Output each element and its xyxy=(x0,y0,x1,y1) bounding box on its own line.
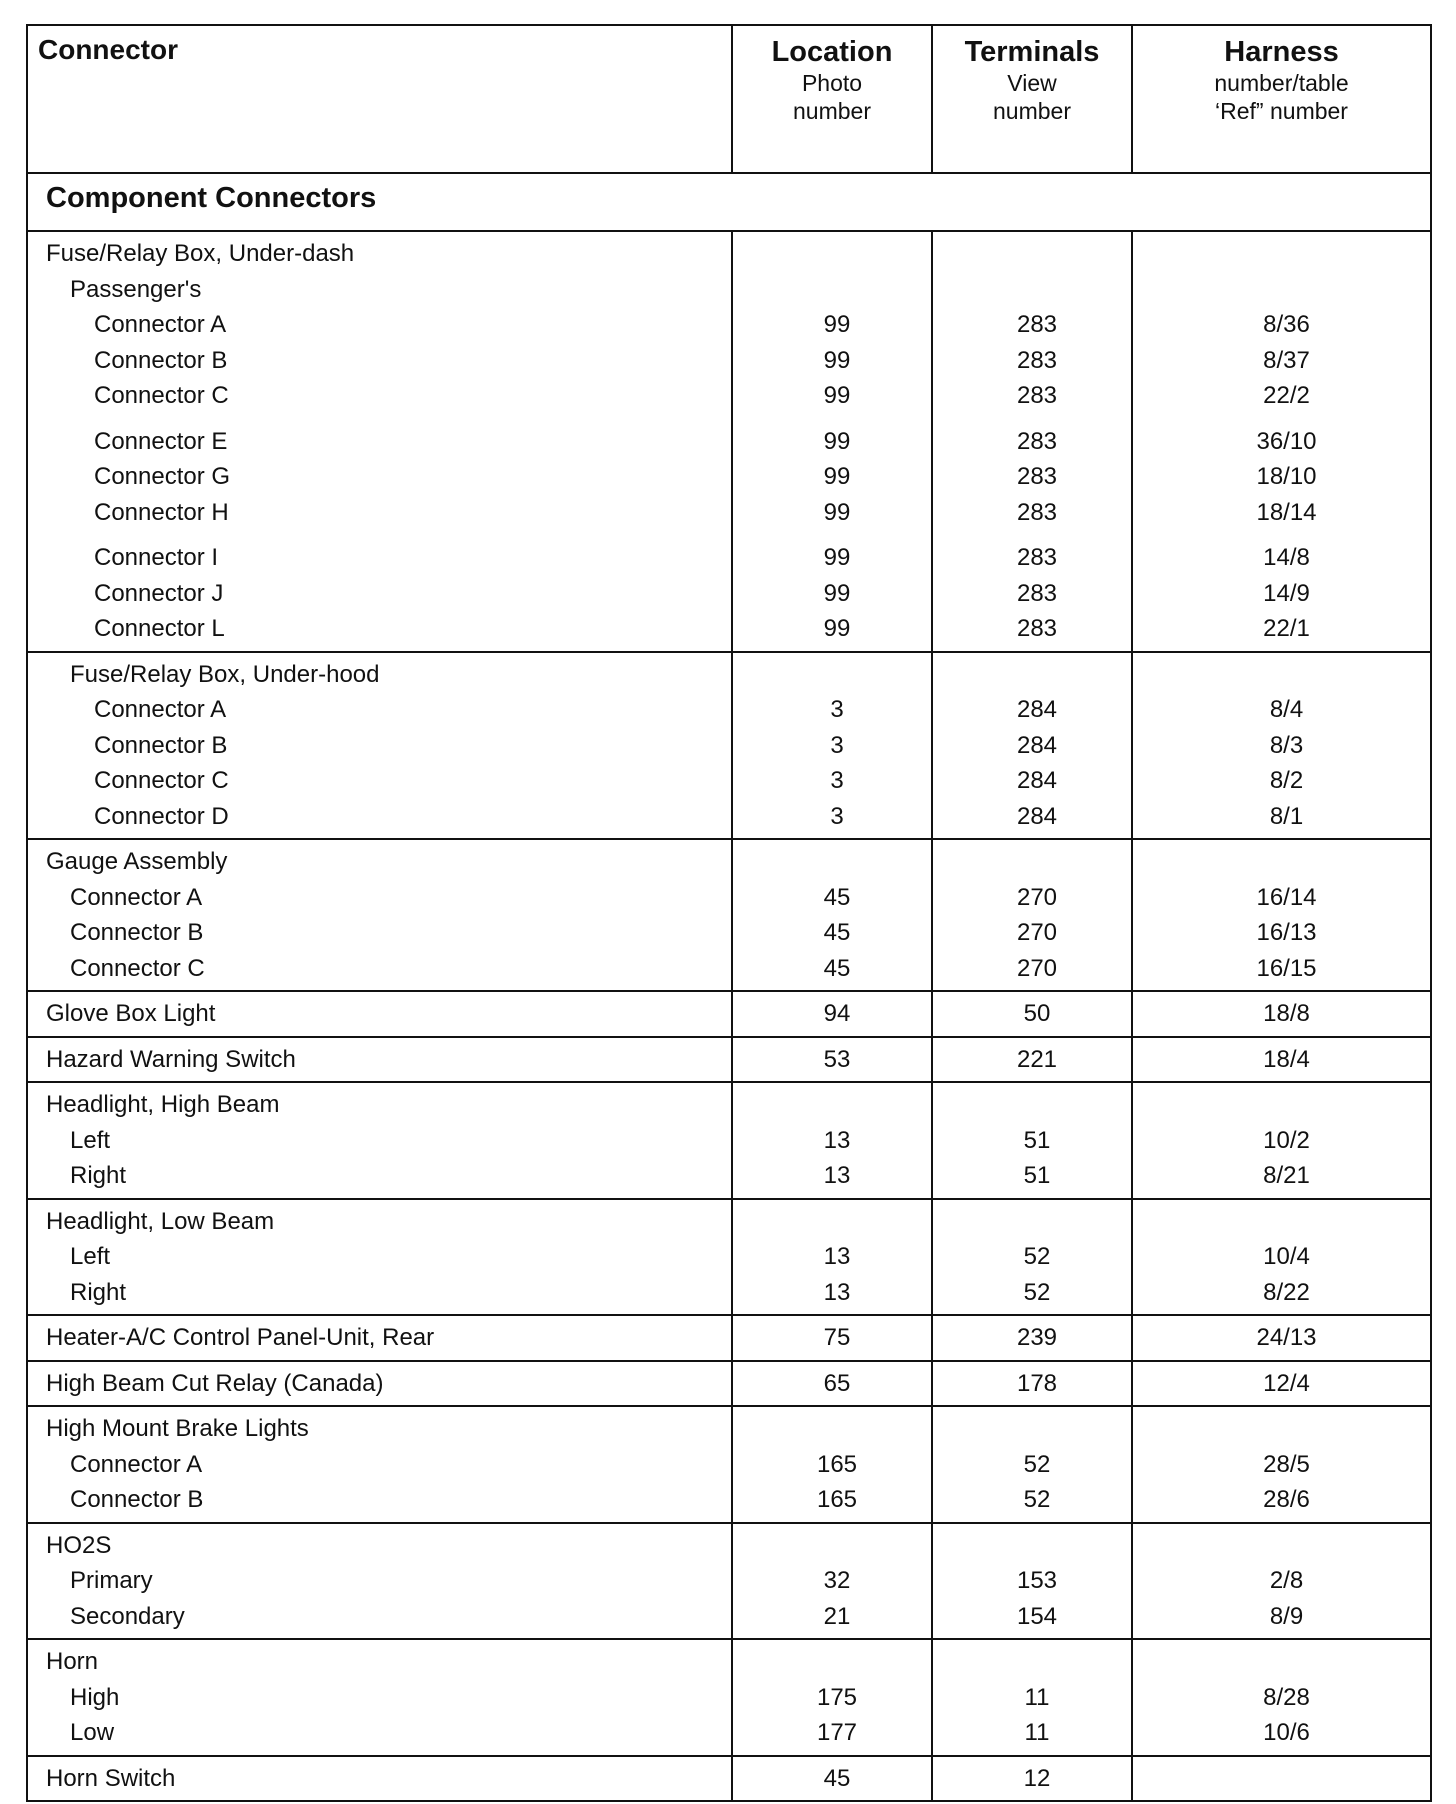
harness-value xyxy=(1133,236,1430,272)
connector-label: Connector I xyxy=(94,544,219,571)
connector-label: Horn xyxy=(46,1648,99,1675)
harness-cell xyxy=(1132,1756,1431,1802)
location-cell xyxy=(732,1199,932,1316)
terminals-value: 51 xyxy=(1023,1162,1051,1189)
location-value: 3 xyxy=(830,696,844,723)
connector-cell xyxy=(27,1199,732,1316)
terminals-value: 284 xyxy=(1016,731,1058,759)
terminals-value: 283 xyxy=(1016,498,1058,526)
terminals-cell xyxy=(932,231,1132,652)
terminals-cell xyxy=(932,1315,1132,1361)
harness-cell xyxy=(1132,839,1431,991)
connector-label: Primary xyxy=(70,1567,153,1594)
location-value: 32 xyxy=(823,1567,851,1594)
location-value xyxy=(733,1644,931,1680)
location-value: 165 xyxy=(816,1486,858,1513)
terminals-value: 283 xyxy=(1016,615,1058,642)
location-cell xyxy=(732,1037,932,1083)
harness-value: 8/2 xyxy=(1269,767,1304,794)
table-group-row xyxy=(27,839,1431,991)
harness-value xyxy=(1133,1528,1430,1564)
connector-label: Connector A xyxy=(94,311,227,338)
terminals-column-header xyxy=(932,25,1132,173)
terminals-value xyxy=(933,272,1131,308)
terminals-value: 178 xyxy=(1016,1369,1058,1397)
location-value: 99 xyxy=(823,346,851,374)
location-cell xyxy=(732,652,932,840)
connector-cell xyxy=(27,991,732,1037)
row-spacer xyxy=(933,530,1131,540)
connector-label: Hazard Warning Switch xyxy=(46,1045,296,1073)
harness-cell xyxy=(1132,1199,1431,1316)
terminals-cell xyxy=(932,1639,1132,1756)
connector-label: Right xyxy=(70,1278,127,1306)
location-value xyxy=(733,1528,931,1564)
connector-label: Connector B xyxy=(94,731,228,759)
terminals-value: 50 xyxy=(1023,1000,1051,1027)
harness-value: 10/4 xyxy=(1263,1243,1310,1270)
terminals-value: 270 xyxy=(1016,919,1058,946)
connector-cell xyxy=(27,652,732,840)
table-group-row xyxy=(27,1523,1431,1640)
terminals-cell xyxy=(932,1523,1132,1640)
harness-value xyxy=(1133,1761,1430,1797)
harness-cell xyxy=(1132,1406,1431,1523)
location-value: 13 xyxy=(823,1162,851,1189)
connector-label: Glove Box Light xyxy=(46,1000,216,1027)
connector-label: Connector C xyxy=(94,382,229,409)
harness-value: 16/13 xyxy=(1256,919,1317,946)
connector-table-page xyxy=(26,24,1430,1792)
terminals-value: 284 xyxy=(1016,802,1058,830)
terminals-value: 52 xyxy=(1023,1243,1051,1270)
terminals-value xyxy=(933,1528,1131,1564)
terminals-value: 11 xyxy=(1024,1683,1050,1711)
location-subtitle-1: Photo xyxy=(801,70,863,96)
harness-value: 12/4 xyxy=(1263,1369,1310,1397)
harness-value: 14/8 xyxy=(1263,544,1310,571)
terminals-value: 154 xyxy=(1016,1602,1058,1630)
row-spacer xyxy=(1133,414,1430,424)
harness-value: 8/28 xyxy=(1263,1683,1310,1711)
location-value xyxy=(733,1087,931,1123)
location-value: 21 xyxy=(823,1602,851,1630)
connector-label: Connector A xyxy=(70,1450,203,1478)
harness-cell xyxy=(1132,991,1431,1037)
terminals-value xyxy=(933,1411,1131,1447)
location-value xyxy=(733,1204,931,1240)
harness-value: 18/10 xyxy=(1256,463,1317,490)
location-cell xyxy=(732,991,932,1037)
location-value: 45 xyxy=(823,883,851,911)
harness-value: 28/6 xyxy=(1263,1486,1310,1513)
harness-value: 8/36 xyxy=(1263,311,1310,338)
harness-value xyxy=(1133,272,1430,308)
terminals-value: 11 xyxy=(1024,1719,1050,1746)
row-spacer xyxy=(28,530,731,540)
location-value: 99 xyxy=(823,463,851,490)
location-value: 3 xyxy=(830,767,844,794)
connector-label: Connector E xyxy=(94,427,228,455)
terminals-value: 283 xyxy=(1016,463,1058,490)
location-value xyxy=(733,844,931,880)
location-value: 53 xyxy=(823,1045,851,1073)
connector-label: Connector C xyxy=(94,767,229,794)
harness-subtitle-2: ‘Ref” number xyxy=(1215,98,1348,124)
terminals-cell xyxy=(932,1361,1132,1407)
connector-label: Connector H xyxy=(94,498,229,526)
connector-cell xyxy=(27,1315,732,1361)
harness-value: 10/2 xyxy=(1263,1126,1310,1154)
terminals-value: 283 xyxy=(1016,544,1058,571)
terminals-cell xyxy=(932,1199,1132,1316)
row-spacer xyxy=(733,414,931,424)
harness-value xyxy=(1133,844,1430,880)
location-value: 99 xyxy=(823,615,851,642)
location-value: 177 xyxy=(816,1719,858,1746)
location-cell xyxy=(732,1361,932,1407)
connector-label: Headlight, High Beam xyxy=(46,1091,280,1118)
location-value: 165 xyxy=(816,1450,858,1478)
harness-value: 22/2 xyxy=(1263,382,1310,409)
terminals-value: 284 xyxy=(1016,696,1058,723)
connector-label: Connector A xyxy=(94,696,227,723)
terminals-cell xyxy=(932,1406,1132,1523)
location-title: Location xyxy=(771,36,893,68)
harness-value: 16/15 xyxy=(1256,954,1317,982)
harness-value: 22/1 xyxy=(1263,615,1310,642)
harness-value: 18/14 xyxy=(1256,498,1317,526)
terminals-cell xyxy=(932,1037,1132,1083)
terminals-value: 283 xyxy=(1016,382,1058,409)
location-cell xyxy=(732,1639,932,1756)
table-group-row xyxy=(27,231,1431,652)
location-value: 99 xyxy=(823,382,851,409)
connector-column-header: Connector xyxy=(27,25,732,173)
table-group-row xyxy=(27,652,1431,840)
terminals-value: 239 xyxy=(1016,1324,1058,1351)
location-subtitle-2: number xyxy=(793,98,871,124)
harness-value: 8/4 xyxy=(1269,696,1304,723)
connector-label: High xyxy=(70,1683,120,1711)
terminals-subtitle-2: number xyxy=(993,98,1071,124)
harness-value: 8/1 xyxy=(1269,802,1304,830)
connector-label: Connector D xyxy=(94,802,229,830)
harness-cell xyxy=(1132,652,1431,840)
connector-label: High Beam Cut Relay (Canada) xyxy=(46,1369,384,1397)
harness-value: 8/9 xyxy=(1269,1602,1304,1630)
location-value xyxy=(733,272,931,308)
location-cell xyxy=(732,1523,932,1640)
connector-label: Passenger's xyxy=(70,275,202,303)
harness-value: 14/9 xyxy=(1263,579,1310,607)
terminals-value xyxy=(933,1204,1131,1240)
location-value: 65 xyxy=(823,1369,851,1397)
connector-cell xyxy=(27,1639,732,1756)
table-group-row xyxy=(27,1639,1431,1756)
location-value xyxy=(733,1411,931,1447)
connector-cell xyxy=(27,1756,732,1802)
connector-label: Connector J xyxy=(94,579,224,607)
harness-cell xyxy=(1132,231,1431,652)
table-group-row xyxy=(27,1199,1431,1316)
location-value: 75 xyxy=(823,1324,851,1351)
connector-label: HO2S xyxy=(46,1531,112,1559)
harness-cell xyxy=(1132,1037,1431,1083)
table-header-row xyxy=(27,25,1431,173)
connector-cell xyxy=(27,1523,732,1640)
row-spacer xyxy=(733,530,931,540)
terminals-title: Terminals xyxy=(964,36,1100,68)
table-group-row xyxy=(27,1315,1431,1361)
terminals-subtitle-1: View xyxy=(1007,70,1057,96)
harness-value: 16/14 xyxy=(1256,883,1317,911)
harness-value: 8/21 xyxy=(1263,1162,1310,1189)
terminals-cell xyxy=(932,1756,1132,1802)
harness-column-header xyxy=(1132,25,1431,173)
terminals-cell xyxy=(932,652,1132,840)
connector-label: Gauge Assembly xyxy=(46,848,228,875)
harness-title: Harness xyxy=(1224,36,1339,68)
location-value: 13 xyxy=(823,1243,851,1270)
connector-label: Connector L xyxy=(94,615,225,642)
row-spacer xyxy=(28,414,731,424)
terminals-value: 52 xyxy=(1023,1486,1051,1513)
location-value: 13 xyxy=(823,1278,851,1306)
terminals-value: 153 xyxy=(1016,1567,1058,1594)
connector-cell xyxy=(27,231,732,652)
connector-cell xyxy=(27,1082,732,1199)
location-cell xyxy=(732,1315,932,1361)
connector-cell xyxy=(27,839,732,991)
terminals-cell xyxy=(932,991,1132,1037)
harness-value xyxy=(1133,1204,1430,1240)
harness-value xyxy=(1133,1411,1430,1447)
table-group-row xyxy=(27,1361,1431,1407)
connector-label: Fuse/Relay Box, Under-hood xyxy=(70,660,380,688)
terminals-value: 52 xyxy=(1023,1278,1051,1306)
terminals-value: 52 xyxy=(1023,1450,1051,1478)
connector-label: Connector B xyxy=(70,919,204,946)
location-value: 99 xyxy=(823,427,851,455)
terminals-value: 283 xyxy=(1016,346,1058,374)
terminals-value: 221 xyxy=(1016,1045,1058,1073)
harness-value: 24/13 xyxy=(1256,1324,1317,1351)
connector-label: Fuse/Relay Box, Under-dash xyxy=(46,240,355,267)
terminals-value: 283 xyxy=(1016,427,1058,455)
location-value: 99 xyxy=(823,498,851,526)
harness-value: 18/4 xyxy=(1263,1045,1310,1073)
harness-value xyxy=(1133,1644,1430,1680)
connector-label: Horn Switch xyxy=(46,1764,176,1792)
connector-cell xyxy=(27,1361,732,1407)
harness-cell xyxy=(1132,1639,1431,1756)
location-value: 45 xyxy=(823,954,851,982)
location-cell xyxy=(732,231,932,652)
terminals-value xyxy=(933,236,1131,272)
connector-label: Connector B xyxy=(94,346,228,374)
harness-value: 8/3 xyxy=(1269,731,1304,759)
location-value: 94 xyxy=(823,1000,851,1027)
terminals-value: 283 xyxy=(1016,311,1058,338)
harness-cell xyxy=(1132,1361,1431,1407)
harness-cell xyxy=(1132,1523,1431,1640)
connector-label: Left xyxy=(70,1126,111,1154)
section-row xyxy=(27,173,1431,231)
location-value: 175 xyxy=(816,1683,858,1711)
harness-value: 10/6 xyxy=(1263,1719,1310,1746)
location-value: 13 xyxy=(823,1126,851,1154)
terminals-value: 270 xyxy=(1016,883,1058,911)
location-value: 99 xyxy=(823,544,851,571)
connector-cell xyxy=(27,1037,732,1083)
connector-label: High Mount Brake Lights xyxy=(46,1415,309,1442)
location-value: 99 xyxy=(823,579,851,607)
connector-label: Low xyxy=(70,1719,115,1746)
location-column-header xyxy=(732,25,932,173)
connector-label: Connector C xyxy=(70,954,205,982)
table-group-row xyxy=(27,1756,1431,1802)
harness-cell xyxy=(1132,1315,1431,1361)
terminals-value: 12 xyxy=(1023,1764,1051,1792)
location-cell xyxy=(732,1082,932,1199)
harness-cell xyxy=(1132,1082,1431,1199)
harness-value: 36/10 xyxy=(1256,427,1317,455)
location-value: 99 xyxy=(823,311,851,338)
terminals-value xyxy=(933,1087,1131,1123)
terminals-value: 51 xyxy=(1023,1126,1051,1154)
table-group-row xyxy=(27,1082,1431,1199)
harness-value xyxy=(1133,1087,1430,1123)
connector-label: Left xyxy=(70,1243,111,1270)
location-cell xyxy=(732,839,932,991)
row-spacer xyxy=(933,414,1131,424)
terminals-value xyxy=(933,657,1131,693)
terminals-value: 284 xyxy=(1016,767,1058,794)
terminals-value xyxy=(933,844,1131,880)
table-group-row xyxy=(27,1037,1431,1083)
terminals-cell xyxy=(932,839,1132,991)
harness-subtitle-1: number/table xyxy=(1214,70,1349,96)
harness-value: 8/22 xyxy=(1263,1278,1310,1306)
connector-label: Right xyxy=(70,1162,127,1189)
table-group-row xyxy=(27,991,1431,1037)
location-value: 3 xyxy=(830,802,844,830)
connector-cell xyxy=(27,1406,732,1523)
section-title: Component Connectors xyxy=(27,173,1431,231)
connector-label: Connector B xyxy=(70,1486,204,1513)
location-value: 45 xyxy=(823,919,851,946)
connector-label: Secondary xyxy=(70,1602,185,1630)
connector-label: Heater-A/C Control Panel-Unit, Rear xyxy=(46,1324,435,1351)
terminals-cell xyxy=(932,1082,1132,1199)
table-group-row xyxy=(27,1406,1431,1523)
harness-value: 18/8 xyxy=(1263,1000,1310,1027)
location-value xyxy=(733,236,931,272)
location-value: 45 xyxy=(823,1764,851,1792)
row-spacer xyxy=(1133,530,1430,540)
connector-label: Connector G xyxy=(94,463,231,490)
harness-value: 8/37 xyxy=(1263,346,1310,374)
connector-label: Connector A xyxy=(70,883,203,911)
terminals-value: 283 xyxy=(1016,579,1058,607)
connector-table xyxy=(26,24,1432,1802)
terminals-value: 270 xyxy=(1016,954,1058,982)
location-cell xyxy=(732,1756,932,1802)
harness-value: 2/8 xyxy=(1269,1567,1304,1594)
harness-value xyxy=(1133,657,1430,693)
terminals-value xyxy=(933,1644,1131,1680)
location-cell xyxy=(732,1406,932,1523)
location-value: 3 xyxy=(830,731,844,759)
location-value xyxy=(733,657,931,693)
harness-value: 28/5 xyxy=(1263,1450,1310,1478)
connector-label: Headlight, Low Beam xyxy=(46,1207,275,1235)
